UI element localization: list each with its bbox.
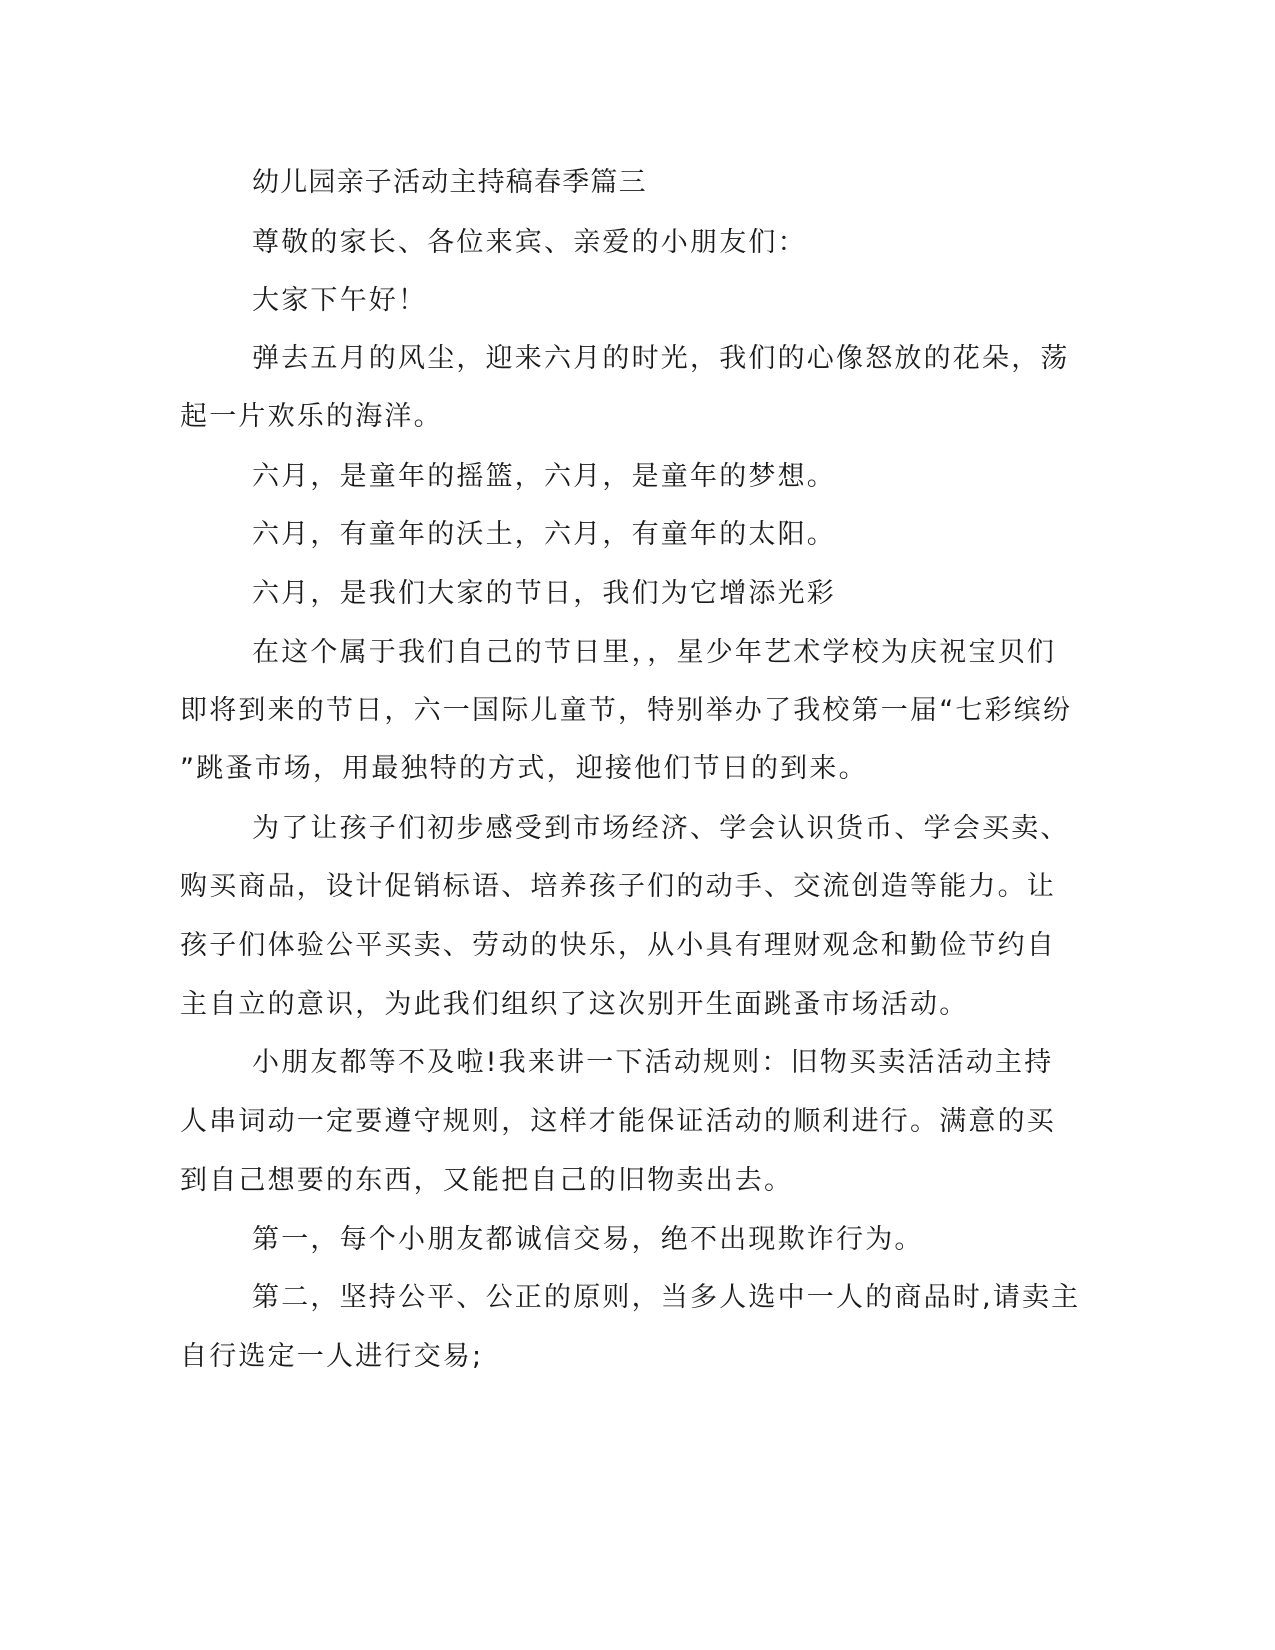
document-title: 幼儿园亲子活动主持稿春季篇三 (252, 167, 647, 198)
text-line: 人串词动一定要遵守规则，这样才能保证活动的顺利进行。满意的买 (180, 1106, 1056, 1137)
text-line: 六月，是童年的摇篮，六月，是童年的梦想。 (252, 461, 836, 492)
text-line: 第二，坚持公平、公正的原则，当多人选中一人的商品时,请卖主 (252, 1282, 1081, 1313)
text-line: 到自己想要的东西，又能把自己的旧物卖出去。 (180, 1165, 794, 1196)
text-line: 即将到来的节日，六一国际儿童节，特别举办了我校第一届“七彩缤纷 (180, 695, 1073, 726)
text-line: 孩子们体验公平买卖、劳动的快乐，从小具有理财观念和勤俭节约自 (180, 930, 1056, 961)
text-line: 弹去五月的风尘，迎来六月的时光，我们的心像怒放的花朵，荡 (252, 343, 1070, 374)
text-line: 在这个属于我们自己的节日里，，星少年艺术学校为庆祝宝贝们 (252, 637, 1057, 668)
text-line: 大家下午好！ (252, 285, 428, 316)
greeting-line: 尊敬的家长、各位来宾、亲爱的小朋友们： (252, 227, 807, 258)
text-line: 小朋友都等不及啦!我来讲一下活动规则：旧物买卖活活动主持 (252, 1047, 1054, 1078)
text-line: 六月，是我们大家的节日，我们为它增添光彩 (252, 578, 836, 609)
text-line: 六月，有童年的沃土，六月，有童年的太阳。 (252, 519, 836, 550)
text-line: 起一片欢乐的海洋。 (180, 401, 443, 432)
text-line: 为了让孩子们初步感受到市场经济、学会认识货币、学会买卖、 (252, 813, 1070, 844)
text-line: 第一，每个小朋友都诚信交易，绝不出现欺诈行为。 (252, 1224, 924, 1255)
text-line: 自行选定一人进行交易; (180, 1341, 484, 1372)
text-line: 购买商品，设计促销标语、培养孩子们的动手、交流创造等能力。让 (180, 871, 1056, 902)
text-line: ”跳蚤市场，用最独特的方式，迎接他们节日的到来。 (180, 753, 868, 784)
text-line: 主自立的意识，为此我们组织了这次别开生面跳蚤市场活动。 (180, 989, 969, 1020)
